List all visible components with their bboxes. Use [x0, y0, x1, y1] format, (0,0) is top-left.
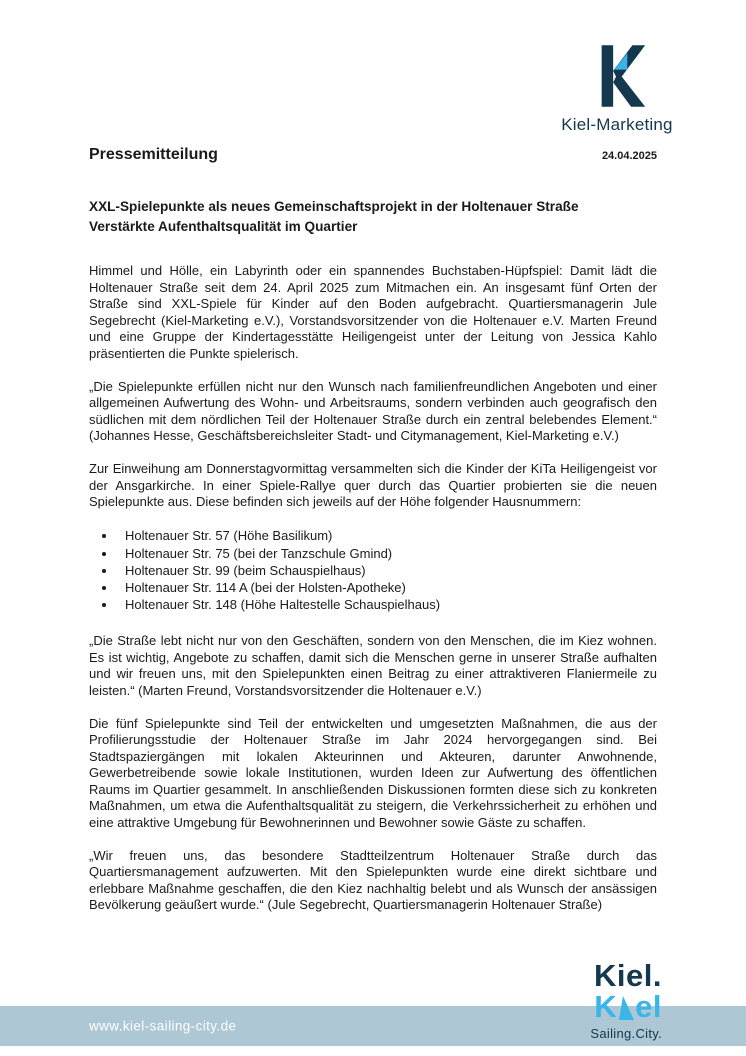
- location-item: • Holtenauer Str. 114 A (bei der Holsten-Apotheke): [117, 579, 657, 596]
- document-header: [89, 146, 657, 164]
- press-release-title: [89, 197, 657, 236]
- doc-type-label: Pressemitteilung: [89, 146, 218, 163]
- sailing-city-tagline: Sailing.City.: [590, 1026, 662, 1041]
- website-link[interactable]: www.kiel-sailing-city.de: [89, 1018, 237, 1034]
- paragraph-quote-freund: „Die Straße lebt nicht nur von den Geschäften, sondern von den Menschen, die im Kiez wohnen. Es ist wichtig, Angebote zu schaffen, damit sich die Menschen gerne in unserer Straße aufhalten und wir freuen uns, mit den Spielepunkten einen Beitrag zu einer attraktiveren Flaniermeile zu leisten.“ (Marten Freund, Vorstandsvorsitzender die Holtenauer e.V.): [89, 633, 657, 698]
- document-body: [89, 0, 657, 930]
- paragraph-quote-segebrecht: „Wir freuen uns, das besondere Stadtteilzentrum Holtenauer Straße durch das Quartiersmanagement aufzuwerten. Mit den Spielepunkten wurde eine direkt sichtbare und erlebbare Maßnahme geschaffen, die den Kiez nachhaltig belebt und als Wunsch der ansässigen Bevölkerung geäußert wurde.“ (Jule Segebrecht, Quartiersmanagerin Holtenauer Straße): [89, 847, 657, 913]
- locations-list: [89, 527, 657, 613]
- brand-name: Kiel-Marketing: [561, 115, 673, 134]
- location-item: • Holtenauer Str. 75 (bei der Tanzschule Gmind): [117, 545, 657, 562]
- location-item: • Holtenauer Str. 57 (Höhe Basilikum): [117, 527, 657, 544]
- location-item: • Holtenauer Str. 99 (beim Schauspielhaus): [117, 562, 657, 579]
- paragraph-intro: Himmel und Hölle, ein Labyrinth oder ein spannendes Buchstaben-Hüpfspiel: Damit lädt die Holtenauer Straße seit dem 24. April 2025 zum Mitmachen ein. An insgesamt fünf Orten der Straße sind XXL-Spiele für Kinder auf den Boden aufgebracht. Quartiersmanagerin Jule Segebrecht (Kiel-Marketing e.V.), Vorstandsvorsitzender von die Holtenauer e.V. Marten Freund und eine Gruppe der Kindertagesstätte Heiligengeist unter der Leitung von Jessica Kahlo präsentierten die Punkte spielerisch.: [89, 263, 657, 361]
- kiel-cyan-wordmark: [594, 991, 662, 1022]
- doc-date: 24.04.2025: [601, 150, 657, 162]
- paragraph-background: Die fünf Spielepunkte sind Teil der entwickelten und umgesetzten Maßnahmen, die aus der Profilierungsstudie der Holtenauer Straße im Jahr 2024 hervorgegangen sind. Bei Stadtspaziergängen mit lokalen Akteurinnen und Akteuren, darunter Anwohnende, Gewerbetreibende sowie lokale Institutionen, wurden Ideen zur Aufwertung des öffentlichen Raums im Quartier gesammelt. In anschließenden Diskussionen formten diese sich zu konkreten Maßnahmen, um etwa die Aufenthaltsqualität zu steigern, die Verkehrssicherheit zu erhöhen und eine attraktive Umgebung für Bewohnerinnen und Bewohner sowie Gäste zu schaffen.: [89, 715, 657, 830]
- kiel-cyan-k: K: [594, 989, 618, 1024]
- title-line-2: Verstärkte Aufenthaltsqualität im Quartier: [89, 218, 358, 234]
- sail-icon: [619, 996, 634, 1020]
- kiel-wordmark: Kiel.: [594, 958, 662, 993]
- paragraph-quote-hesse: „Die Spielepunkte erfüllen nicht nur den Wunsch nach familienfreundlichen Angeboten und einer allgemeinen Aufwertung des Wohn- und Arbeitsraums, sondern verbinden auch geografisch den südlichen mit dem nördlichen Teil der Holtenauer Straße durch ein zentral belebendes Element.“ (Johannes Hesse, Geschäftsbereichsleiter Stadt- und Citymanagement, Kiel-Marketing e.V.): [89, 378, 657, 444]
- kiel-sailing-city-logo: [590, 960, 662, 1041]
- location-item: • Holtenauer Str. 148 (Höhe Haltestelle Schauspielhaus): [117, 596, 657, 613]
- title-line-1: XXL-Spielepunkte als neues Gemeinschaftsprojekt in der Holtenauer Straße: [89, 199, 579, 214]
- paragraph-inauguration: Zur Einweihung am Donnerstagvormittag versammelten sich die Kinder der KiTa Heiligengeist vor der Ansgarkirche. In einer Spiele-Rallye quer durch das Quartier probierten sie die neuen Spielepunkte aus. Diese befinden sich jeweils auf der Höhe folgender Hausnummern:: [89, 461, 657, 510]
- kiel-cyan-el: el: [635, 989, 662, 1024]
